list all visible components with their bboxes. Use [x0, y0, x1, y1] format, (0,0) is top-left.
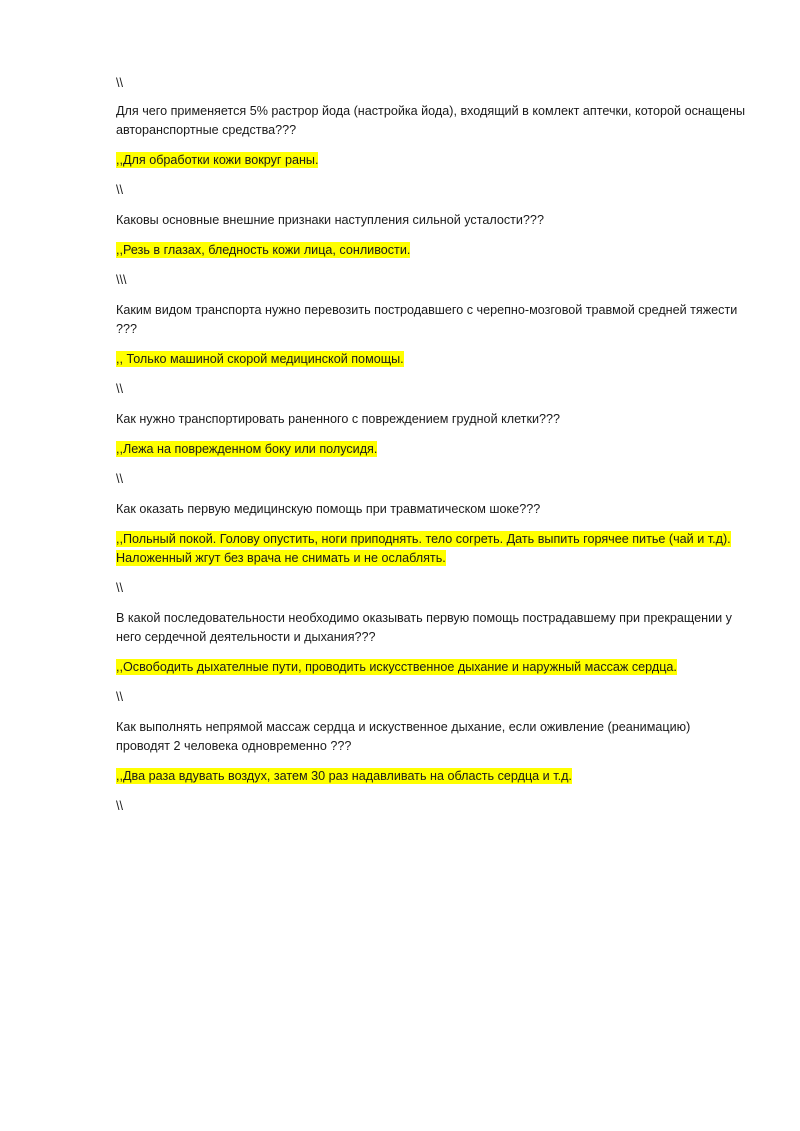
answer-text: ,,Освободить дыхателные пути, проводить искусственное дыхание и наружный массаж сердца.	[116, 660, 677, 674]
question-text: Как нужно транспортировать раненного с повреждением грудной клетки???	[116, 412, 561, 426]
answer-text: ,,Два раза вдувать воздух, затем 30 раз надавливать на область сердца и т.д.	[116, 769, 572, 783]
answer-highlight	[116, 658, 746, 677]
answer-highlight	[116, 767, 746, 786]
answer-highlight	[116, 440, 746, 459]
question-text: Каким видом транспорта нужно перевозить постродавшего с черепно-мозговой травмой средней тяжести ???	[116, 303, 738, 336]
separator: \\	[116, 690, 123, 704]
answer-highlight	[116, 350, 746, 369]
separator: \\\	[116, 273, 127, 287]
separator: \\	[116, 581, 123, 595]
answer-highlight	[116, 151, 746, 170]
answer-text: ,,Для обработки кожи вокруг раны.	[116, 153, 319, 167]
separator: \\	[116, 472, 123, 486]
separator: \\	[116, 76, 123, 90]
separator: \\	[116, 382, 123, 396]
answer-text: ,,Лежа на поврежденном боку или полусидя.	[116, 442, 378, 456]
question-text: Каковы основные внешние признаки наступления сильной усталости???	[116, 213, 544, 227]
question-text: Для чего применяется 5% растрор йода (настройка йода), входящий в комлект аптечки, которой оснащены авторанспортные средства???	[116, 104, 746, 137]
answer-text: ,, Только машиной скорой медицинской помощы.	[116, 352, 404, 366]
separator: \\	[116, 183, 123, 197]
answer-highlight	[116, 530, 746, 568]
answer-text: ,,Польный покой. Голову опустить, ноги приподнять. тело согреть. Дать выпить горячее питье (чай и т.д). Наложенный жгут без врача не снимать и не ослаблять.	[116, 532, 731, 565]
answer-text: ,,Резь в глазах, бледность кожи лица, сонливости.	[116, 243, 411, 257]
question-text: Как выполнять непрямой массаж сердца и искуственное дыхание, если оживление (реанимацию) проводят 2 человека одновременно ???	[116, 720, 691, 753]
separator: \\	[116, 799, 123, 813]
question-text: В какой последовательности необходимо оказывать первую помощь пострадавшему при прекращении у него сердечной деятельности и дыхания???	[116, 611, 732, 644]
answer-highlight	[116, 241, 746, 260]
question-text: Как оказать первую медицинскую помощь при травматическом шоке???	[116, 502, 541, 516]
document-body	[116, 74, 746, 816]
